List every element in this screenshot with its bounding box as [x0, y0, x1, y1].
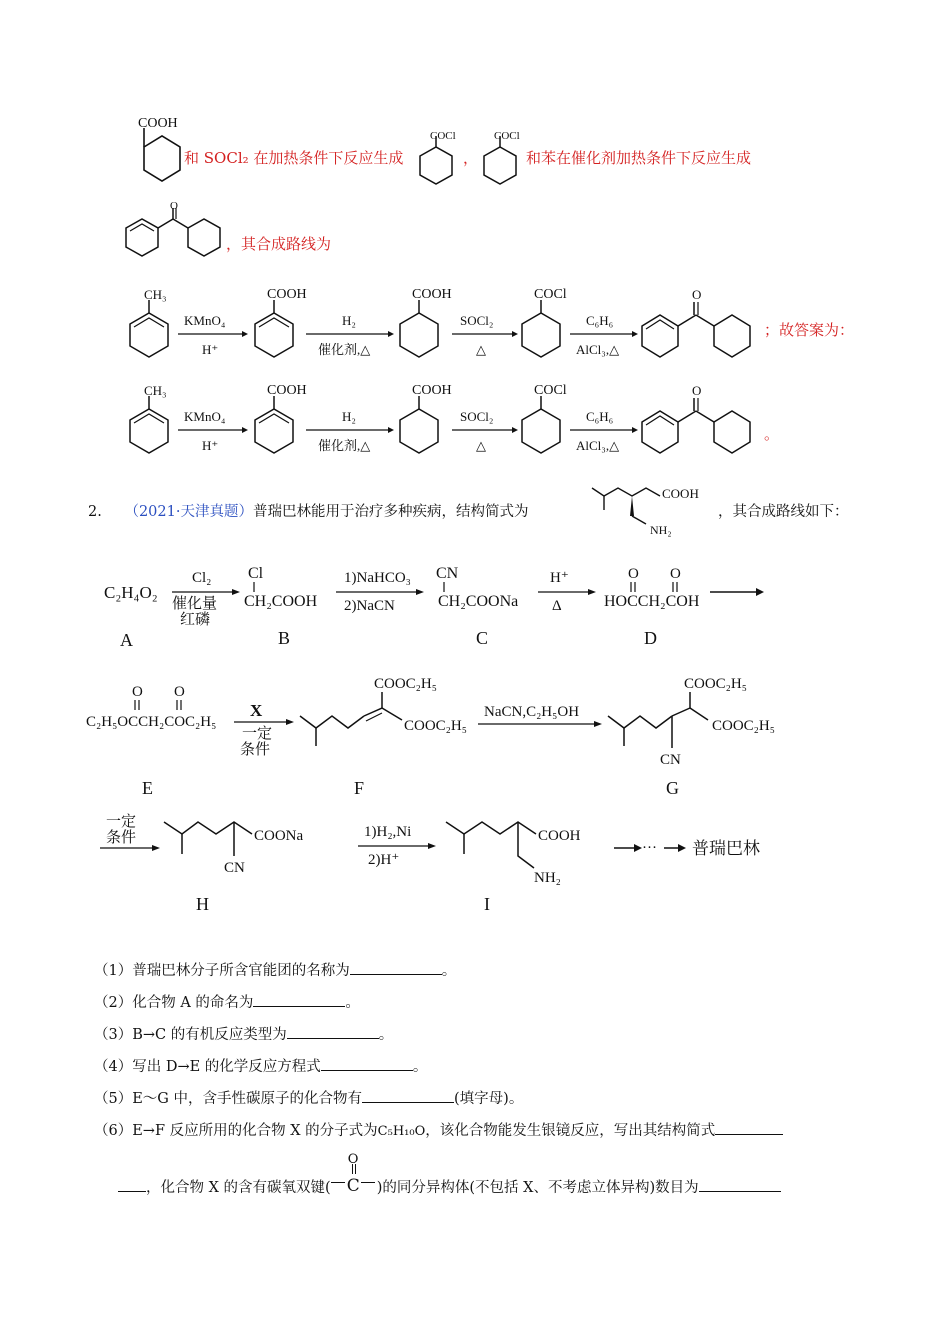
problem-header — [88, 502, 528, 522]
svg-text:AlCl₃,△: AlCl₃,△ — [576, 342, 620, 357]
answer-blank-3[interactable] — [287, 1024, 379, 1039]
svg-text:Cl₂: Cl₂ — [192, 570, 212, 586]
svg-text:H₂: H₂ — [342, 313, 356, 328]
svg-text:催化量: 催化量 — [172, 596, 218, 612]
svg-text:SOCl₂: SOCl₂ — [460, 313, 494, 328]
svg-text:CH₂COONa: CH₂COONa — [438, 593, 519, 610]
benzoic-acid-structure — [255, 287, 307, 357]
svg-text:COOH: COOH — [662, 486, 699, 501]
svg-text:△: △ — [476, 438, 486, 453]
svg-text:COOH: COOH — [267, 287, 307, 302]
svg-text:COCl: COCl — [534, 287, 567, 302]
problem-intro-tail: ，其合成路线如下： — [718, 504, 849, 520]
svg-text:F: F — [354, 778, 365, 798]
question-6-continued: ，化合物 X 的含有碳氧双键( O C )的同分异构体(不包括 X、不考虑立体异构)数目为 — [118, 1172, 781, 1198]
svg-text:CH₃: CH₃ — [144, 383, 167, 398]
svg-text:H⁺: H⁺ — [202, 438, 219, 453]
svg-text:CN: CN — [660, 752, 681, 768]
svg-text:X: X — [250, 701, 263, 720]
answer-blank-6a-cont[interactable] — [118, 1177, 146, 1192]
answer-period: 。 — [764, 425, 780, 443]
svg-text:COOC₂H₅: COOC₂H₅ — [404, 718, 467, 734]
carbonyl-group-glyph: O C — [331, 1172, 377, 1192]
svg-text:一定: 一定 — [106, 814, 137, 830]
svg-text:H⁺: H⁺ — [550, 570, 569, 586]
svg-text:一定: 一定 — [242, 726, 273, 742]
svg-text:AlCl₃,△: AlCl₃,△ — [576, 438, 620, 453]
svg-text:条件: 条件 — [106, 830, 137, 846]
svg-text:O: O — [692, 287, 702, 302]
answer-text-3: ，其合成路线为 — [226, 235, 332, 253]
answer-comma: ， — [463, 149, 479, 167]
svg-text:O: O — [692, 383, 702, 398]
svg-text:1)NaHCO₃: 1)NaHCO₃ — [344, 570, 411, 586]
svg-text:Δ: Δ — [552, 598, 562, 614]
problem-source: （2021·天津真题） — [124, 504, 253, 520]
svg-text:D: D — [644, 628, 657, 648]
svg-text:CH₃: CH₃ — [144, 287, 167, 302]
reaction-scheme-row-3 — [96, 806, 876, 916]
svg-text:COOC₂H₅: COOC₂H₅ — [712, 718, 775, 734]
svg-text:O: O — [132, 684, 143, 700]
svg-text:催化剂,△: 催化剂,△ — [318, 342, 371, 357]
phenyl-cyclohexyl-ketone-structure — [118, 202, 238, 272]
question-3: （3）B→C 的有机反应类型为 。 — [94, 1024, 393, 1045]
svg-text:O: O — [170, 200, 178, 212]
svg-text:1)H₂,Ni: 1)H₂,Ni — [364, 824, 412, 840]
question-2: （2）化合物 A 的命名为 。 — [94, 992, 360, 1013]
svg-text:HOCCH₂COH: HOCCH₂COH — [604, 593, 700, 610]
question-5: （5）E～G 中，含手性碳原子的化合物有 (填字母)。 — [94, 1088, 523, 1109]
reaction-scheme-row-1 — [100, 558, 860, 658]
svg-text:C₂H₅OCCH₂COC₂H₅: C₂H₅OCCH₂COC₂H₅ — [86, 714, 217, 730]
answer-blank-2[interactable] — [253, 992, 345, 1007]
svg-text:COOC₂H₅: COOC₂H₅ — [684, 676, 747, 692]
svg-text:C₂H₄O₂: C₂H₄O₂ — [104, 583, 158, 602]
svg-text:G: G — [666, 778, 679, 798]
cyclohexanecarboxylic-acid-structure — [400, 287, 452, 357]
svg-text:COOH: COOH — [538, 828, 581, 844]
svg-text:红磷: 红磷 — [180, 612, 211, 628]
svg-text:催化剂,△: 催化剂,△ — [318, 438, 371, 453]
svg-text:CH₂COOH: CH₂COOH — [244, 593, 318, 610]
problem-number: 2. — [88, 504, 102, 520]
svg-text:COOH: COOH — [267, 383, 307, 398]
problem-intro: 普瑞巴林能用于治疗多种疾病，结构简式为 — [252, 504, 529, 520]
answer-blank-1[interactable] — [350, 960, 442, 975]
svg-text:H: H — [196, 894, 209, 914]
svg-text:COCl: COCl — [494, 130, 520, 142]
svg-text:COCl: COCl — [534, 383, 567, 398]
svg-text:CN: CN — [224, 860, 245, 876]
answer-blank-6a[interactable] — [715, 1120, 783, 1135]
svg-text:H⁺: H⁺ — [202, 342, 219, 357]
cyclohexanecarbonyl-chloride — [522, 287, 567, 357]
svg-text:C: C — [476, 628, 489, 648]
svg-text:B: B — [278, 628, 291, 648]
svg-text:O: O — [628, 566, 639, 582]
svg-text:NaCN,C₂H₅OH: NaCN,C₂H₅OH — [484, 704, 580, 720]
svg-text:条件: 条件 — [240, 742, 271, 758]
svg-text:COONa: COONa — [254, 828, 304, 844]
svg-text:CN: CN — [436, 565, 459, 582]
svg-text:普瑞巴林: 普瑞巴林 — [692, 839, 760, 858]
question-1: （1）普瑞巴林分子所含官能团的名称为 。 — [94, 960, 456, 981]
svg-text:E: E — [142, 778, 153, 798]
answer-text-2: 和苯在催化剂加热条件下反应生成 — [526, 149, 752, 167]
svg-text:COOC₂H₅: COOC₂H₅ — [374, 676, 437, 692]
question-6: （6）E→F 反应所用的化合物 X 的分子式为C₅H₁₀O，该化合物能发生银镜反应，写出其结构简式 — [94, 1120, 783, 1142]
molecular-formula: C₅H₁₀O — [377, 1124, 426, 1139]
svg-text:COOH: COOH — [138, 116, 178, 131]
svg-text:COOH: COOH — [412, 287, 452, 302]
answer-text-4: ；故答案为： — [764, 321, 855, 339]
svg-text:Cl: Cl — [248, 565, 264, 582]
answer-blank-4[interactable] — [321, 1056, 413, 1071]
svg-text:△: △ — [476, 342, 486, 357]
svg-text:COOH: COOH — [412, 383, 452, 398]
question-4: （4）写出 D→E 的化学反应方程式 。 — [94, 1056, 427, 1077]
svg-text:2)NaCN: 2)NaCN — [344, 598, 395, 614]
svg-text:H₂: H₂ — [342, 409, 356, 424]
svg-text:COCl: COCl — [430, 130, 456, 142]
svg-text:···: ··· — [642, 840, 657, 856]
svg-text:SOCl₂: SOCl₂ — [460, 409, 494, 424]
svg-text:KMnO₄: KMnO₄ — [184, 313, 226, 328]
reaction-scheme-row-2 — [86, 670, 866, 800]
svg-text:O: O — [174, 684, 185, 700]
svg-text:C₆H₆: C₆H₆ — [586, 313, 614, 328]
toluene-structure — [130, 287, 168, 357]
answer-text-1: 和 SOCl₂ 在加热条件下反应生成 — [184, 149, 404, 167]
answer-blank-5[interactable] — [362, 1088, 454, 1103]
svg-text:2)H⁺: 2)H⁺ — [368, 852, 400, 868]
svg-text:KMnO₄: KMnO₄ — [184, 409, 226, 424]
svg-text:I: I — [484, 894, 490, 914]
svg-text:NH₂: NH₂ — [534, 870, 561, 886]
svg-text:NH₂: NH₂ — [650, 523, 672, 537]
svg-text:A: A — [120, 630, 133, 650]
phenyl-cyclohexyl-ketone — [642, 287, 750, 357]
svg-text:C₆H₆: C₆H₆ — [586, 409, 614, 424]
answer-blank-6b[interactable] — [699, 1177, 781, 1192]
svg-text:O: O — [670, 566, 681, 582]
